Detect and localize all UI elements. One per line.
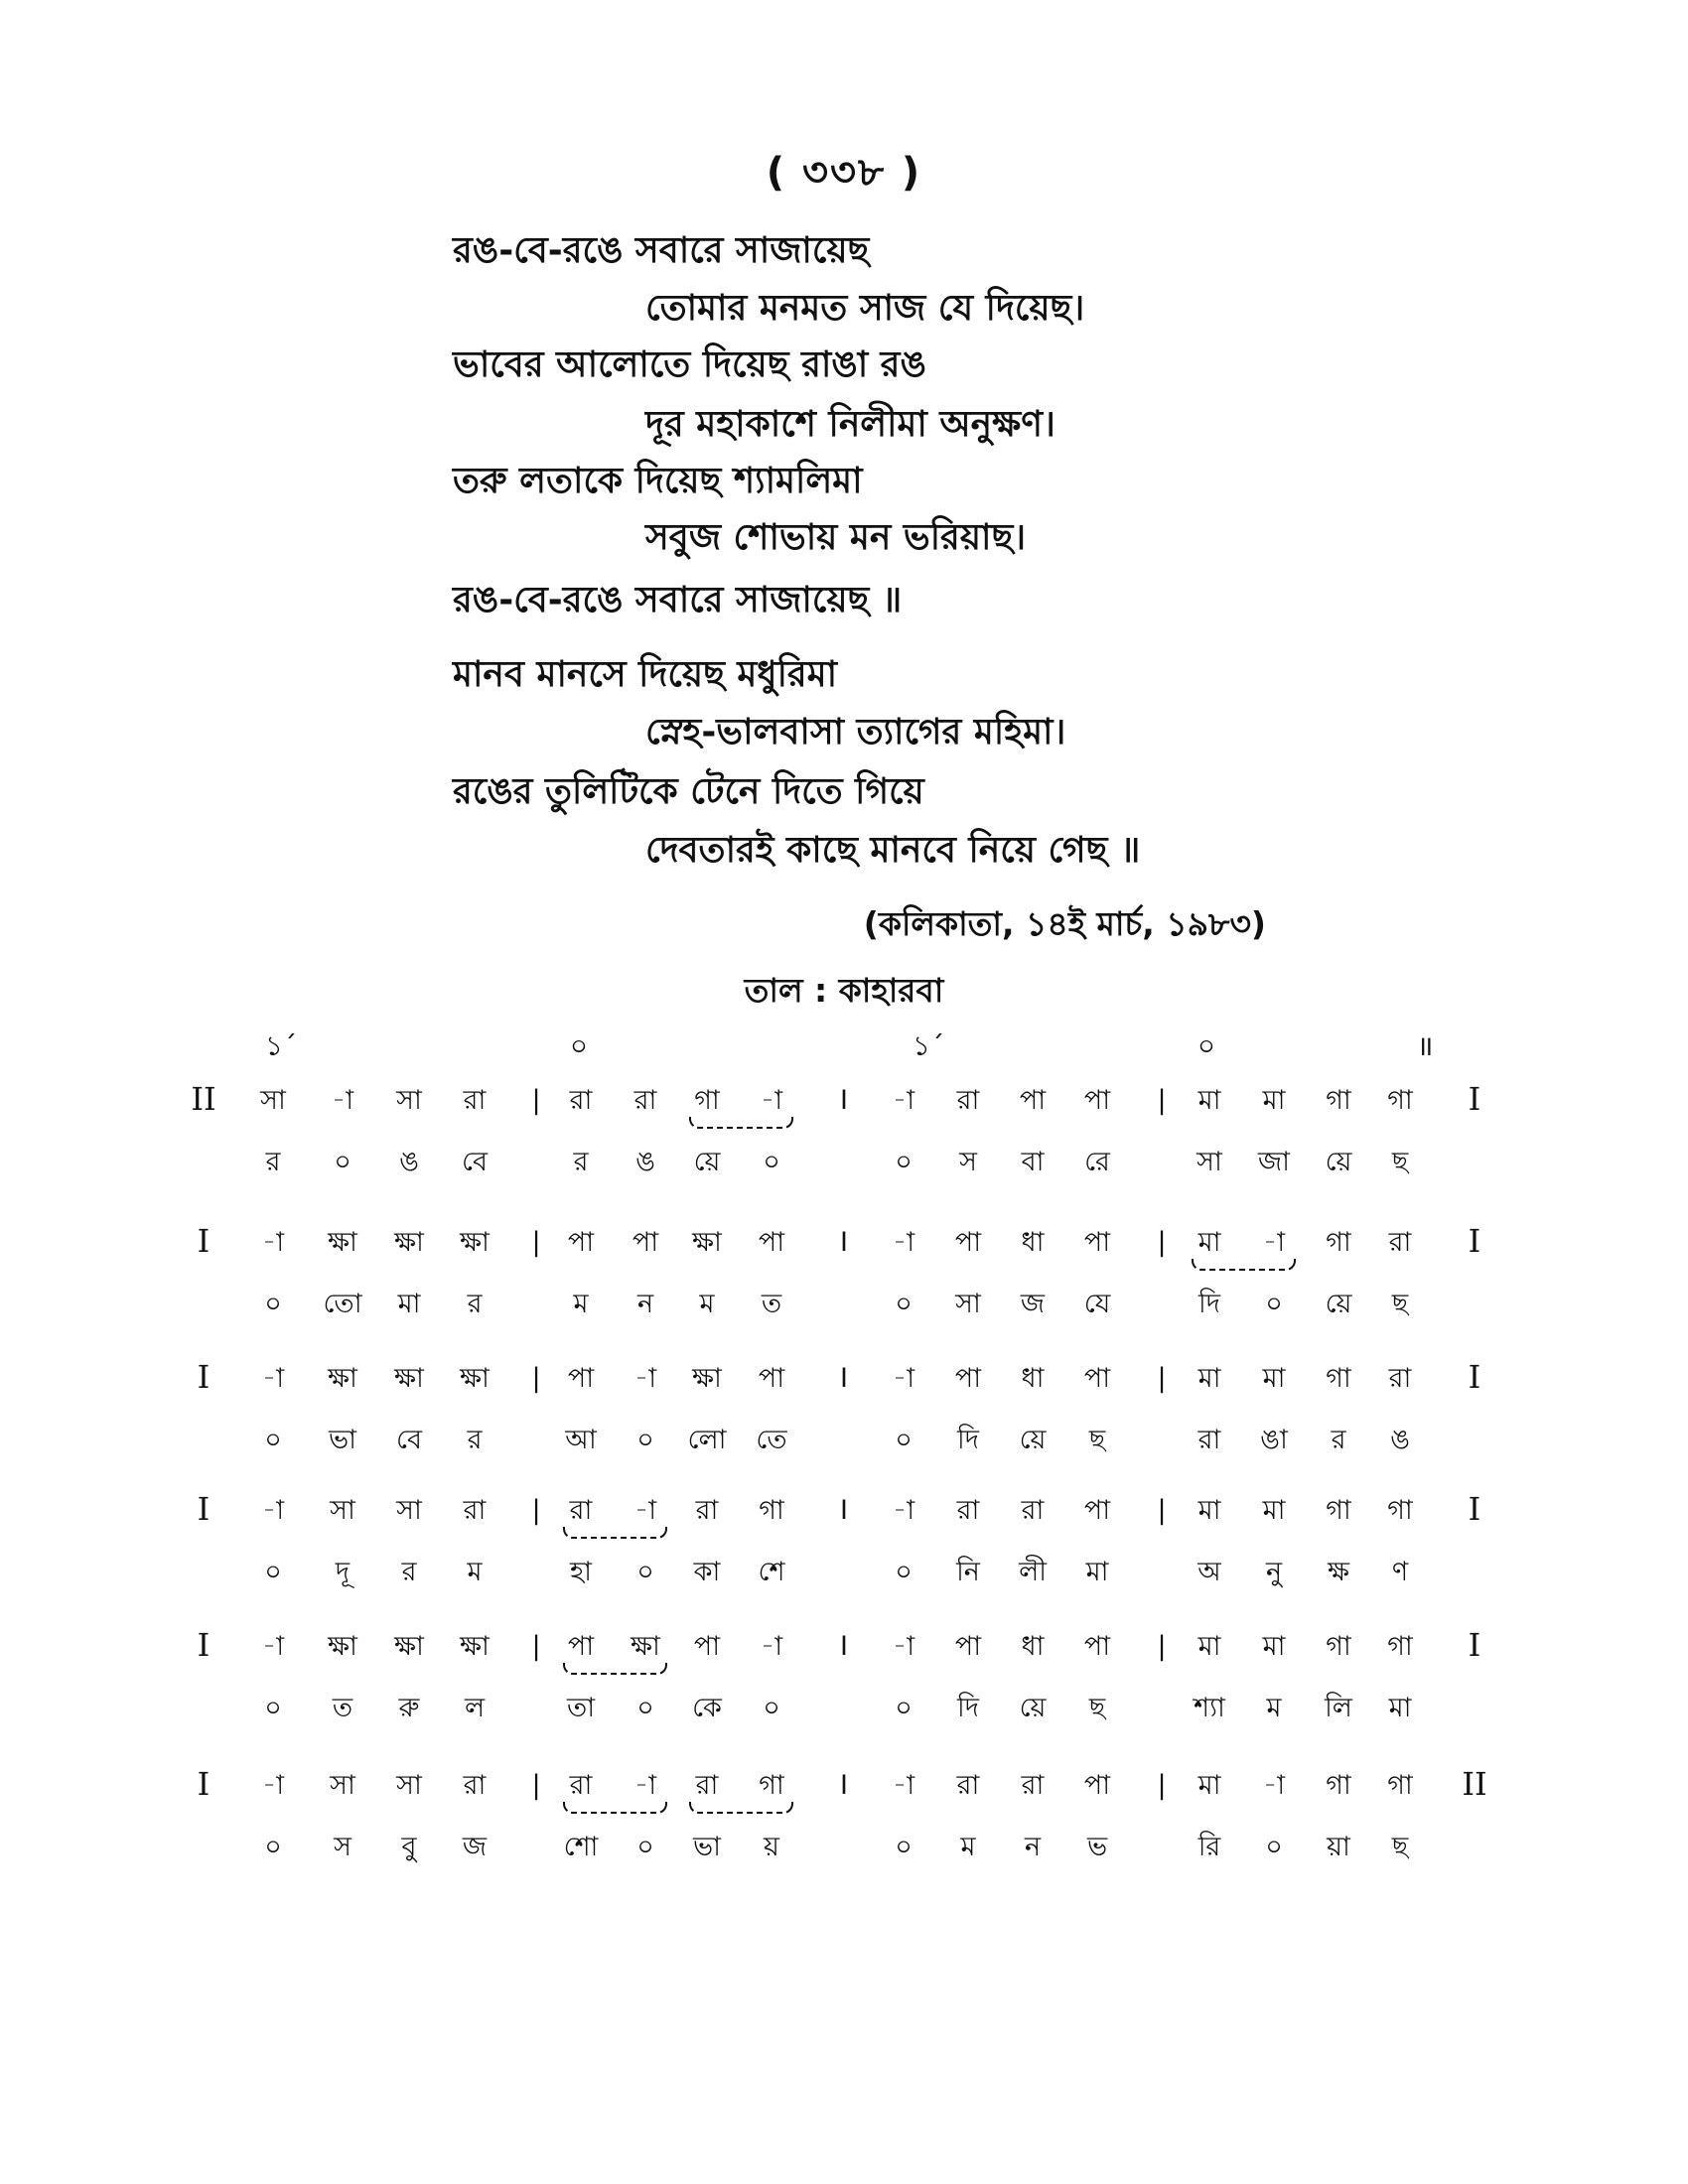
lyric-syllable: য়ে: [693, 1147, 721, 1177]
lyric-syllable: মা: [397, 1289, 421, 1319]
lyric-syllable: ০: [895, 1425, 913, 1455]
lyric-syllable: ল: [464, 1693, 486, 1723]
swara-note: ক্ষা: [692, 1363, 722, 1394]
row-open-bar: I: [197, 1490, 211, 1528]
swara-note: সা: [330, 1770, 355, 1801]
row-close-bar: I: [1468, 1222, 1481, 1260]
swara-note: -া: [261, 1363, 285, 1394]
swara-note: -া: [892, 1363, 915, 1394]
swara-note: মা: [1197, 1363, 1221, 1394]
swara-note: ধা: [1021, 1631, 1045, 1662]
beat-mark: ০: [1196, 1029, 1216, 1062]
swara-note: |: [1157, 1770, 1167, 1801]
row-close-bar: I: [1468, 1358, 1481, 1396]
row-open-bar: II: [191, 1080, 216, 1118]
swara-note: রা: [1388, 1363, 1412, 1394]
row-close-bar: II: [1462, 1765, 1487, 1803]
swara-note: ক্ষা: [460, 1631, 490, 1662]
swara-note: পা: [1083, 1227, 1111, 1258]
row-open-bar: I: [197, 1626, 211, 1664]
swara-note: রা: [463, 1770, 487, 1801]
swara-note: |: [531, 1363, 541, 1394]
swara-note: গা: [759, 1770, 784, 1801]
lyric-syllable: র: [467, 1425, 483, 1455]
swara-note: সা: [330, 1495, 355, 1526]
swara-note: গা: [694, 1085, 720, 1116]
poem-line: ভাবের আলোতে দিয়েছ রাঙা রঙ: [453, 344, 926, 385]
swara-note: ক্ষা: [328, 1363, 357, 1394]
swara-note: গা: [1387, 1631, 1413, 1662]
beat-mark: ০: [569, 1029, 589, 1062]
swara-note: -া: [633, 1770, 657, 1801]
swara-note: সা: [396, 1085, 422, 1116]
lyric-syllable: ০: [636, 1832, 654, 1862]
swara-note: পা: [1083, 1631, 1111, 1662]
lyric-syllable: ভা: [329, 1425, 356, 1455]
row-open-bar: I: [197, 1222, 211, 1260]
swara-note: পা: [1083, 1363, 1111, 1394]
swara-note: ক্ষা: [328, 1631, 357, 1662]
poem-line: রঙ-বে-রঙে সবারে সাজায়েছ: [453, 230, 870, 271]
lyric-syllable: তা: [566, 1693, 596, 1723]
row-open-bar: I: [197, 1358, 211, 1396]
swara-note: ক্ষা: [692, 1227, 722, 1258]
lyric-syllable: লি: [1325, 1693, 1352, 1723]
lyric-syllable: নু: [1265, 1557, 1283, 1587]
lyric-syllable: ম: [573, 1289, 589, 1319]
swara-note: -া: [331, 1085, 354, 1116]
poem-line: তরু লতাকে দিয়েছ শ্যামলিমা: [453, 461, 863, 501]
lyric-syllable: ছ: [1088, 1693, 1106, 1723]
lyric-syllable: ০: [636, 1557, 654, 1587]
lyric-syllable: য়া: [1327, 1832, 1350, 1862]
swara-note: |: [1157, 1631, 1167, 1662]
lyric-syllable: রে: [1084, 1147, 1110, 1177]
lyric-syllable: লী: [1019, 1557, 1047, 1587]
lyric-syllable: রি: [1197, 1832, 1221, 1862]
swara-note: -া: [760, 1085, 783, 1116]
lyric-syllable: ন: [636, 1289, 654, 1319]
lyric-syllable: ণ: [1391, 1557, 1409, 1587]
row-open-bar: I: [197, 1765, 211, 1803]
lyric-syllable: ম: [467, 1557, 483, 1587]
swara-note: সা: [260, 1085, 286, 1116]
swara-note: পা: [954, 1631, 982, 1662]
swara-note: রা: [956, 1495, 980, 1526]
swara-note: ক্ষা: [460, 1363, 490, 1394]
lyric-syllable: ছ: [1391, 1147, 1409, 1177]
lyric-syllable: ০: [264, 1425, 282, 1455]
swara-note: |: [1157, 1495, 1167, 1526]
slur-mark: [563, 1802, 667, 1814]
swara-note: পা: [1019, 1085, 1047, 1116]
swara-note: পা: [567, 1363, 595, 1394]
swara-note: মা: [1262, 1631, 1286, 1662]
swara-note: সা: [396, 1495, 422, 1526]
swara-note: রা: [1021, 1770, 1045, 1801]
swara-note: I: [840, 1770, 848, 1801]
swara-note: |: [1157, 1227, 1167, 1258]
tala-label: তাল : কাহারবা: [744, 971, 944, 1010]
lyric-syllable: ছ: [1088, 1425, 1106, 1455]
poem-line: তোমার মনমত সাজ যে দিয়েছ।: [645, 288, 1085, 329]
swara-note: |: [531, 1631, 541, 1662]
lyric-syllable: ০: [1265, 1289, 1283, 1319]
swara-note: রা: [956, 1770, 980, 1801]
swara-note: -া: [633, 1495, 657, 1526]
lyric-syllable: র: [1331, 1425, 1346, 1455]
swara-note: পা: [632, 1227, 659, 1258]
lyric-syllable: ০: [264, 1693, 282, 1723]
swara-note: পা: [758, 1363, 785, 1394]
lyric-syllable: ক্ষ: [1328, 1557, 1349, 1587]
lyric-syllable: শ্যা: [1194, 1693, 1225, 1723]
poem-line: স্নেহ-ভালবাসা ত্যাগের মহিমা।: [645, 712, 1066, 752]
page-number: ( ৩৩৮ ): [766, 150, 922, 196]
lyric-syllable: র: [401, 1557, 417, 1587]
swara-note: পা: [567, 1631, 595, 1662]
swara-note: মা: [1262, 1085, 1286, 1116]
lyric-syllable: ০: [763, 1693, 780, 1723]
lyric-syllable: ত: [332, 1693, 353, 1723]
lyric-syllable: আ: [565, 1425, 597, 1455]
lyric-syllable: মা: [1388, 1693, 1412, 1723]
swara-note: -া: [261, 1770, 285, 1801]
swara-note: রা: [463, 1495, 487, 1526]
swara-note: পা: [954, 1363, 982, 1394]
swara-note: রা: [633, 1085, 657, 1116]
lyric-syllable: য়ে: [1019, 1693, 1047, 1723]
swara-note: -া: [1262, 1770, 1286, 1801]
poem-line: সবুজ শোভায় মন ভরিয়াছ।: [645, 517, 1027, 558]
swara-note: গা: [1326, 1770, 1351, 1801]
swara-note: গা: [759, 1495, 784, 1526]
lyric-syllable: ভা: [693, 1832, 721, 1862]
lyric-syllable: বে: [396, 1425, 422, 1455]
swara-note: পা: [758, 1227, 785, 1258]
swara-note: -া: [760, 1631, 783, 1662]
poem-line: মানব মানসে দিয়েছ মধুরিমা: [453, 654, 838, 695]
lyric-syllable: বে: [462, 1147, 488, 1177]
slur-mark: [563, 1663, 667, 1675]
swara-note: গা: [1387, 1495, 1413, 1526]
swara-note: পা: [1083, 1495, 1111, 1526]
lyric-syllable: জা: [1258, 1147, 1290, 1177]
lyric-syllable: রু: [398, 1693, 420, 1723]
lyric-syllable: য়ে: [1019, 1425, 1047, 1455]
attribution: (কলিকাতা, ১৪ই মার্চ, ১৯৮৩): [863, 904, 1266, 943]
swara-note: পা: [1083, 1085, 1111, 1116]
swara-note: |: [531, 1227, 541, 1258]
lyric-syllable: কে: [692, 1693, 722, 1723]
slur-mark: [689, 1117, 793, 1129]
swara-note: রা: [695, 1770, 719, 1801]
lyric-syllable: মা: [1085, 1557, 1109, 1587]
lyric-syllable: ০: [636, 1693, 654, 1723]
swara-note: ধা: [1021, 1363, 1045, 1394]
swara-note: I: [840, 1363, 848, 1394]
lyric-syllable: ০: [895, 1832, 913, 1862]
swara-note: -া: [261, 1631, 285, 1662]
swara-note: ক্ষা: [394, 1363, 424, 1394]
row-close-bar: I: [1468, 1626, 1481, 1664]
swara-note: I: [840, 1227, 848, 1258]
swara-note: -া: [261, 1227, 285, 1258]
swara-note: -া: [892, 1227, 915, 1258]
swara-note: -া: [633, 1363, 657, 1394]
swara-note: -া: [892, 1085, 915, 1116]
swara-note: গা: [1326, 1363, 1351, 1394]
lyric-syllable: জ: [1020, 1289, 1046, 1319]
swara-note: রা: [569, 1085, 593, 1116]
swara-note: |: [531, 1495, 541, 1526]
lyric-syllable: ০: [895, 1147, 913, 1177]
lyric-syllable: শে: [758, 1557, 785, 1587]
lyric-syllable: হা: [569, 1557, 593, 1587]
lyric-syllable: ০: [1265, 1832, 1283, 1862]
swara-note: ধা: [1021, 1227, 1045, 1258]
row-close-bar: I: [1468, 1080, 1481, 1118]
swara-note: -া: [1262, 1227, 1286, 1258]
lyric-syllable: ঙা: [1260, 1425, 1288, 1455]
swara-note: -া: [892, 1770, 915, 1801]
swara-note: রা: [569, 1770, 593, 1801]
swara-note: |: [531, 1770, 541, 1801]
row-close-bar: I: [1468, 1490, 1481, 1528]
lyric-syllable: ০: [264, 1832, 282, 1862]
swara-note: গা: [1326, 1227, 1351, 1258]
swara-note: গা: [1387, 1770, 1413, 1801]
poem-line: রঙ-বে-রঙে সবারে সাজায়েছ ॥: [453, 580, 903, 620]
swara-note: পা: [954, 1227, 982, 1258]
slur-mark: [1192, 1259, 1296, 1271]
lyric-syllable: জ: [462, 1832, 488, 1862]
swara-note: মা: [1197, 1495, 1221, 1526]
poem-line: দেবতারই কাছে মানবে নিয়ে গেছ ॥: [645, 830, 1141, 871]
lyric-syllable: দি: [957, 1425, 979, 1455]
swara-note: ক্ষা: [631, 1631, 660, 1662]
lyric-syllable: য়: [764, 1832, 779, 1862]
lyric-syllable: ০: [334, 1147, 352, 1177]
swara-note: I: [840, 1495, 848, 1526]
lyric-syllable: রা: [1197, 1425, 1221, 1455]
swara-note: -া: [261, 1495, 285, 1526]
lyric-syllable: নি: [956, 1557, 980, 1587]
swara-note: রা: [1021, 1495, 1045, 1526]
swara-note: রা: [463, 1085, 487, 1116]
lyric-syllable: ০: [895, 1693, 913, 1723]
lyric-syllable: ভ: [1086, 1832, 1108, 1862]
slur-mark: [563, 1527, 667, 1539]
lyric-syllable: ঙ: [635, 1147, 655, 1177]
swara-note: মা: [1197, 1631, 1221, 1662]
beat-mark: ১´: [912, 1029, 945, 1062]
lyric-syllable: কা: [693, 1557, 721, 1587]
lyric-syllable: তে: [756, 1425, 787, 1455]
lyric-syllable: যে: [1083, 1289, 1111, 1319]
lyric-syllable: ঙ: [399, 1147, 419, 1177]
lyric-syllable: য়ে: [1325, 1147, 1352, 1177]
swara-note: ক্ষা: [328, 1227, 357, 1258]
swara-note: পা: [567, 1227, 595, 1258]
lyric-syllable: দূ: [335, 1557, 351, 1587]
lyric-syllable: র: [573, 1147, 589, 1177]
lyric-syllable: ০: [264, 1289, 282, 1319]
swara-note: মা: [1262, 1363, 1286, 1394]
lyric-syllable: ম: [960, 1832, 976, 1862]
swara-note: ক্ষা: [394, 1631, 424, 1662]
slur-mark: [689, 1802, 793, 1814]
swara-note: পা: [1083, 1770, 1111, 1801]
swara-note: রা: [956, 1085, 980, 1116]
swara-note: |: [1157, 1085, 1167, 1116]
swara-note: মা: [1197, 1770, 1221, 1801]
lyric-syllable: ঙ: [1390, 1425, 1410, 1455]
swara-note: -া: [892, 1631, 915, 1662]
lyric-syllable: স: [334, 1832, 352, 1862]
swara-note: রা: [695, 1495, 719, 1526]
lyric-syllable: দি: [1198, 1289, 1220, 1319]
swara-note: I: [840, 1085, 848, 1116]
swara-note: মা: [1197, 1227, 1221, 1258]
lyric-syllable: শো: [563, 1832, 599, 1862]
lyric-syllable: ০: [763, 1147, 780, 1177]
lyric-syllable: ম: [699, 1289, 715, 1319]
swara-note: রা: [1388, 1227, 1412, 1258]
swara-note: গা: [1387, 1085, 1413, 1116]
swara-note: পা: [693, 1631, 721, 1662]
poem-line: দূর মহাকাশে নিলীমা অনুক্ষণ।: [645, 404, 1055, 445]
swara-note: গা: [1326, 1495, 1351, 1526]
swara-note: ক্ষা: [394, 1227, 424, 1258]
swara-note: গা: [1326, 1631, 1351, 1662]
swara-note: |: [1157, 1363, 1167, 1394]
lyric-syllable: বা: [1021, 1147, 1045, 1177]
lyric-syllable: দি: [957, 1693, 979, 1723]
lyric-syllable: ০: [636, 1425, 654, 1455]
lyric-syllable: বু: [401, 1832, 417, 1862]
swara-note: ক্ষা: [460, 1227, 490, 1258]
lyric-syllable: য়ে: [1325, 1289, 1352, 1319]
lyric-syllable: লো: [687, 1425, 727, 1455]
lyric-syllable: ম: [1266, 1693, 1282, 1723]
lyric-syllable: স: [959, 1147, 977, 1177]
lyric-syllable: ন: [1024, 1832, 1042, 1862]
swara-note: সা: [396, 1770, 422, 1801]
swara-note: মা: [1262, 1495, 1286, 1526]
swara-note: রা: [569, 1495, 593, 1526]
beat-mark: ॥: [1416, 1029, 1434, 1062]
swara-note: |: [531, 1085, 541, 1116]
lyric-syllable: ০: [895, 1289, 913, 1319]
swara-note: I: [840, 1631, 848, 1662]
lyric-syllable: ০: [895, 1557, 913, 1587]
lyric-syllable: র: [265, 1147, 281, 1177]
poem-line: রঙের তুলিটিকে টেনে দিতে গিয়ে: [453, 771, 924, 812]
lyric-syllable: ০: [264, 1557, 282, 1587]
lyric-syllable: সা: [1196, 1147, 1222, 1177]
beat-mark: ১´: [264, 1029, 298, 1062]
lyric-syllable: ছ: [1391, 1289, 1409, 1319]
lyric-syllable: অ: [1197, 1557, 1221, 1587]
lyric-syllable: ত: [761, 1289, 782, 1319]
lyric-syllable: তো: [323, 1289, 362, 1319]
lyric-syllable: র: [467, 1289, 483, 1319]
swara-note: -া: [892, 1495, 915, 1526]
lyric-syllable: ছ: [1391, 1832, 1409, 1862]
lyric-syllable: সা: [955, 1289, 981, 1319]
swara-note: গা: [1326, 1085, 1351, 1116]
swara-note: মা: [1197, 1085, 1221, 1116]
